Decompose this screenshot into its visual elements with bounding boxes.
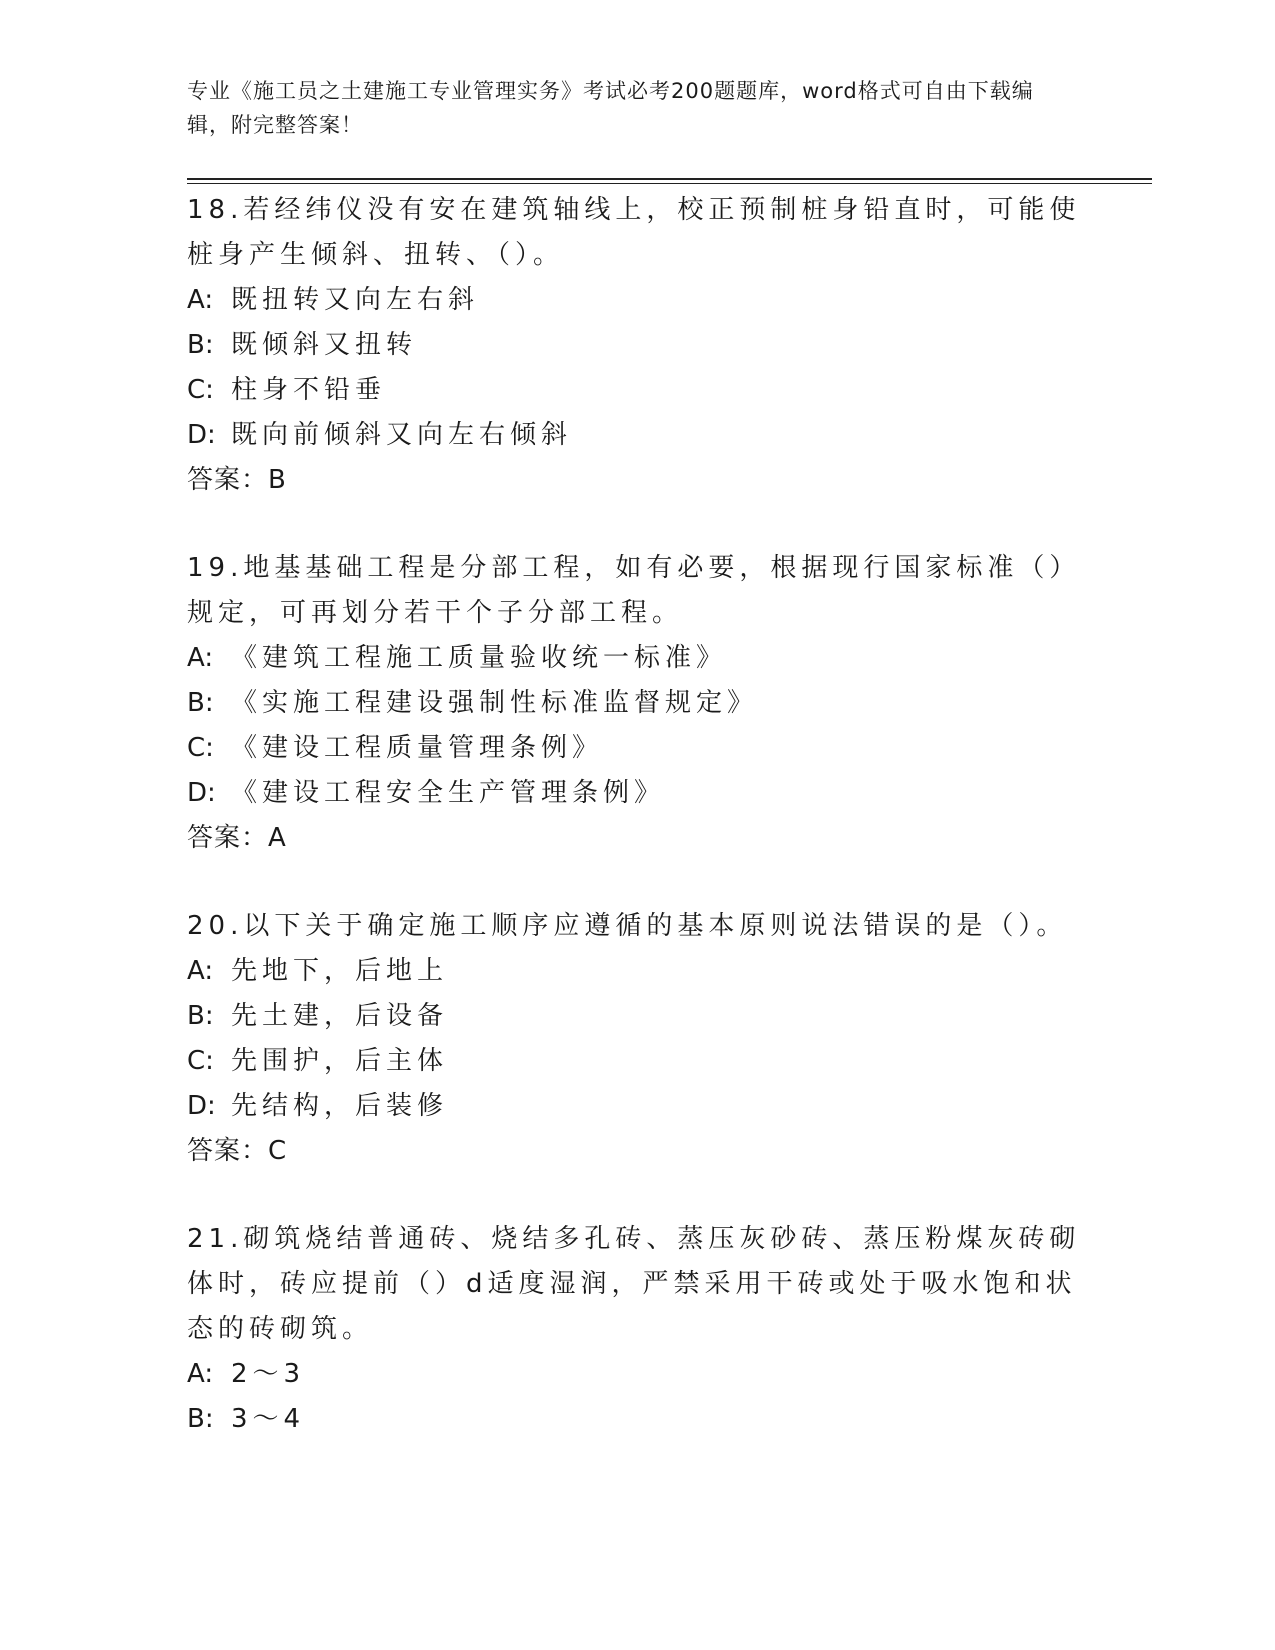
document-header: [187, 74, 1067, 142]
option-letter: D:: [187, 1091, 216, 1121]
option-letter: D:: [187, 420, 216, 450]
option-d: [187, 771, 1087, 816]
option-c: [187, 368, 1087, 413]
option-b: [187, 994, 1087, 1039]
question-19: [187, 546, 1087, 861]
option-text: 先地下，后地上: [231, 956, 449, 986]
option-text: 既倾斜又扭转: [231, 330, 418, 360]
question-stem: 19.地基基础工程是分部工程，如有必要，根据现行国家标准（）规定，可再划分若干个子分部工程。: [187, 553, 1081, 628]
option-letter: A:: [187, 643, 214, 673]
option-text: 先结构，后装修: [231, 1091, 449, 1121]
answer-line: 答案：B: [187, 465, 287, 495]
question-21: [187, 1217, 1087, 1442]
option-letter: C:: [187, 375, 214, 405]
answer-line: 答案：A: [187, 823, 287, 853]
option-letter: D:: [187, 778, 216, 808]
option-a: [187, 278, 1087, 323]
option-c: [187, 1039, 1087, 1084]
header-text: 专业《施工员之土建施工专业管理实务》考试必考200题题库，word格式可自由下载编辑，附完整答案！: [187, 79, 1034, 137]
option-text: 3～4: [231, 1404, 306, 1434]
question-20: [187, 904, 1087, 1174]
option-b: [187, 1397, 1087, 1442]
question-18: [187, 188, 1087, 503]
answer-line: 答案：C: [187, 1136, 288, 1166]
option-letter: B:: [187, 688, 214, 718]
option-letter: B:: [187, 1001, 214, 1031]
option-text: 《建筑工程施工质量验收统一标准》: [231, 643, 728, 673]
option-text: 先土建，后设备: [231, 1001, 449, 1031]
question-stem: 21.砌筑烧结普通砖、烧结多孔砖、蒸压灰砂砖、蒸压粉煤灰砖砌体时，砖应提前（）d适度湿润，严禁采用干砖或处于吸水饱和状态的砖砌筑。: [187, 1224, 1081, 1344]
question-list: [187, 188, 1087, 1442]
option-text: 既向前倾斜又向左右倾斜: [231, 420, 573, 450]
option-a: [187, 1352, 1087, 1397]
option-letter: A:: [187, 956, 214, 986]
header-divider-thin: [187, 183, 1152, 184]
option-d: [187, 413, 1087, 458]
option-a: [187, 636, 1087, 681]
option-b: [187, 323, 1087, 368]
question-stem: 20.以下关于确定施工顺序应遵循的基本原则说法错误的是（）。: [187, 911, 1068, 941]
option-text: 《实施工程建设强制性标准监督规定》: [231, 688, 759, 718]
option-text: 先围护，后主体: [231, 1046, 449, 1076]
header-divider-thick: [187, 178, 1152, 180]
option-text: 《建设工程安全生产管理条例》: [231, 778, 666, 808]
option-letter: A:: [187, 285, 214, 315]
option-d: [187, 1084, 1087, 1129]
option-letter: B:: [187, 1404, 214, 1434]
option-letter: A:: [187, 1359, 214, 1389]
option-text: 既扭转又向左右斜: [231, 285, 480, 315]
question-stem: 18.若经纬仪没有安在建筑轴线上，校正预制桩身铅直时，可能使桩身产生倾斜、扭转、（）。: [187, 195, 1081, 270]
option-a: [187, 949, 1087, 994]
option-letter: B:: [187, 330, 214, 360]
option-letter: C:: [187, 1046, 214, 1076]
option-c: [187, 726, 1087, 771]
option-letter: C:: [187, 733, 214, 763]
option-text: 2～3: [231, 1359, 306, 1389]
option-text: 柱身不铅垂: [231, 375, 387, 405]
option-b: [187, 681, 1087, 726]
option-text: 《建设工程质量管理条例》: [231, 733, 604, 763]
